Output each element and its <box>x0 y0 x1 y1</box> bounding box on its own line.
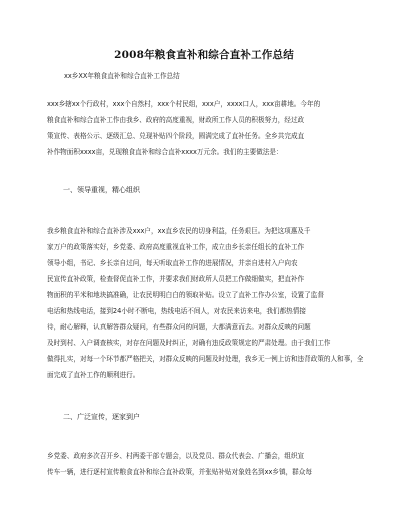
paragraph-line: 补作物面积xxxx亩，兑现粮食直补和综合直补xxxx万元余。我们的主要做法是： <box>47 148 283 156</box>
page-title: 2008年粮食直补和综合直补工作总结 <box>114 49 294 61</box>
paragraph-line: xxx乡辖xx个行政村，xxx个自然村，xxx个村民组，xxx户，xxxx口人，xxx亩耕地。今年的 <box>47 100 321 108</box>
paragraph-line: 待，耐心解释，认真解答群众疑问，有些群众问的问题，大都满意而去。对群众反映的问题 <box>47 323 311 331</box>
section-heading: 一、领导重视，精心组织 <box>63 186 140 194</box>
paragraph-line: 传车一辆，进行逐村宣传粮食直补和综合直补政策，并张贴补贴对象姓名到xx乡镇，群众每 <box>47 468 312 476</box>
section-paragraph <box>47 448 363 480</box>
paragraph-line: 物面积的平米和地块搞准确，让农民明明白白的领取补贴。设立了直补工作办公室，设置了监督 <box>47 291 324 299</box>
document-subtitle: xx乡XX年粮食直补和综合直补工作总结 <box>64 72 180 80</box>
paragraph-line: 做得扎实，对每一个环节都严格把关，对群众反映的问题及时处理，我乡无一例上访和违背政策的人和事，全 <box>47 355 363 363</box>
section-paragraph <box>47 223 363 383</box>
intro-paragraph <box>47 96 363 160</box>
paragraph-line: 面完成了直补工作的顺利进行。 <box>47 371 140 379</box>
paragraph-line: 民宣传直补政策，检查督促直补工作，并要求我们财政所人员把工作做细做实，把直补作 <box>47 275 305 283</box>
paragraph-line: 及时到村、入户调查核实，对存在问题及时纠正，对确有违反政策规定的严肃处理。由于我们工作 <box>47 339 331 347</box>
paragraph-line: 领导小组，书记、乡长亲自过问，每天听取直补工作的进展情况，并亲自进村入户向农 <box>47 259 298 267</box>
paragraph-line: 策宣传、表格公示、逐级汇总、兑现补贴四个阶段，圆满完成了直补任务。全乡共完成直 <box>47 132 305 140</box>
paragraph-line: 家万户的政策落实好，乡党委、政府高度重视直补工作，成立由乡长亲任组长的直补工作 <box>47 243 305 251</box>
paragraph-line: 粮食直补和综合直补工作由我乡、政府的高度重视，财政所工作人员的积极努力，经过政 <box>47 116 305 124</box>
section-heading: 二、广泛宣传，逐家到户 <box>63 413 140 421</box>
paragraph-line: 我乡粮食直补和综合直补涉及xxx户，xx直乡农民的切身利益，任务艰巨。为把这项惠及千 <box>47 227 311 235</box>
paragraph-line: 乡党委、政府多次召开乡、村两委干部专题会，以及党员、群众代表会、广播会，组织宣 <box>47 452 305 460</box>
paragraph-line: 电话和热线电话，接到24小时不断电，热线电话不间人，对农民来访来电，我们都热情接 <box>47 307 306 315</box>
